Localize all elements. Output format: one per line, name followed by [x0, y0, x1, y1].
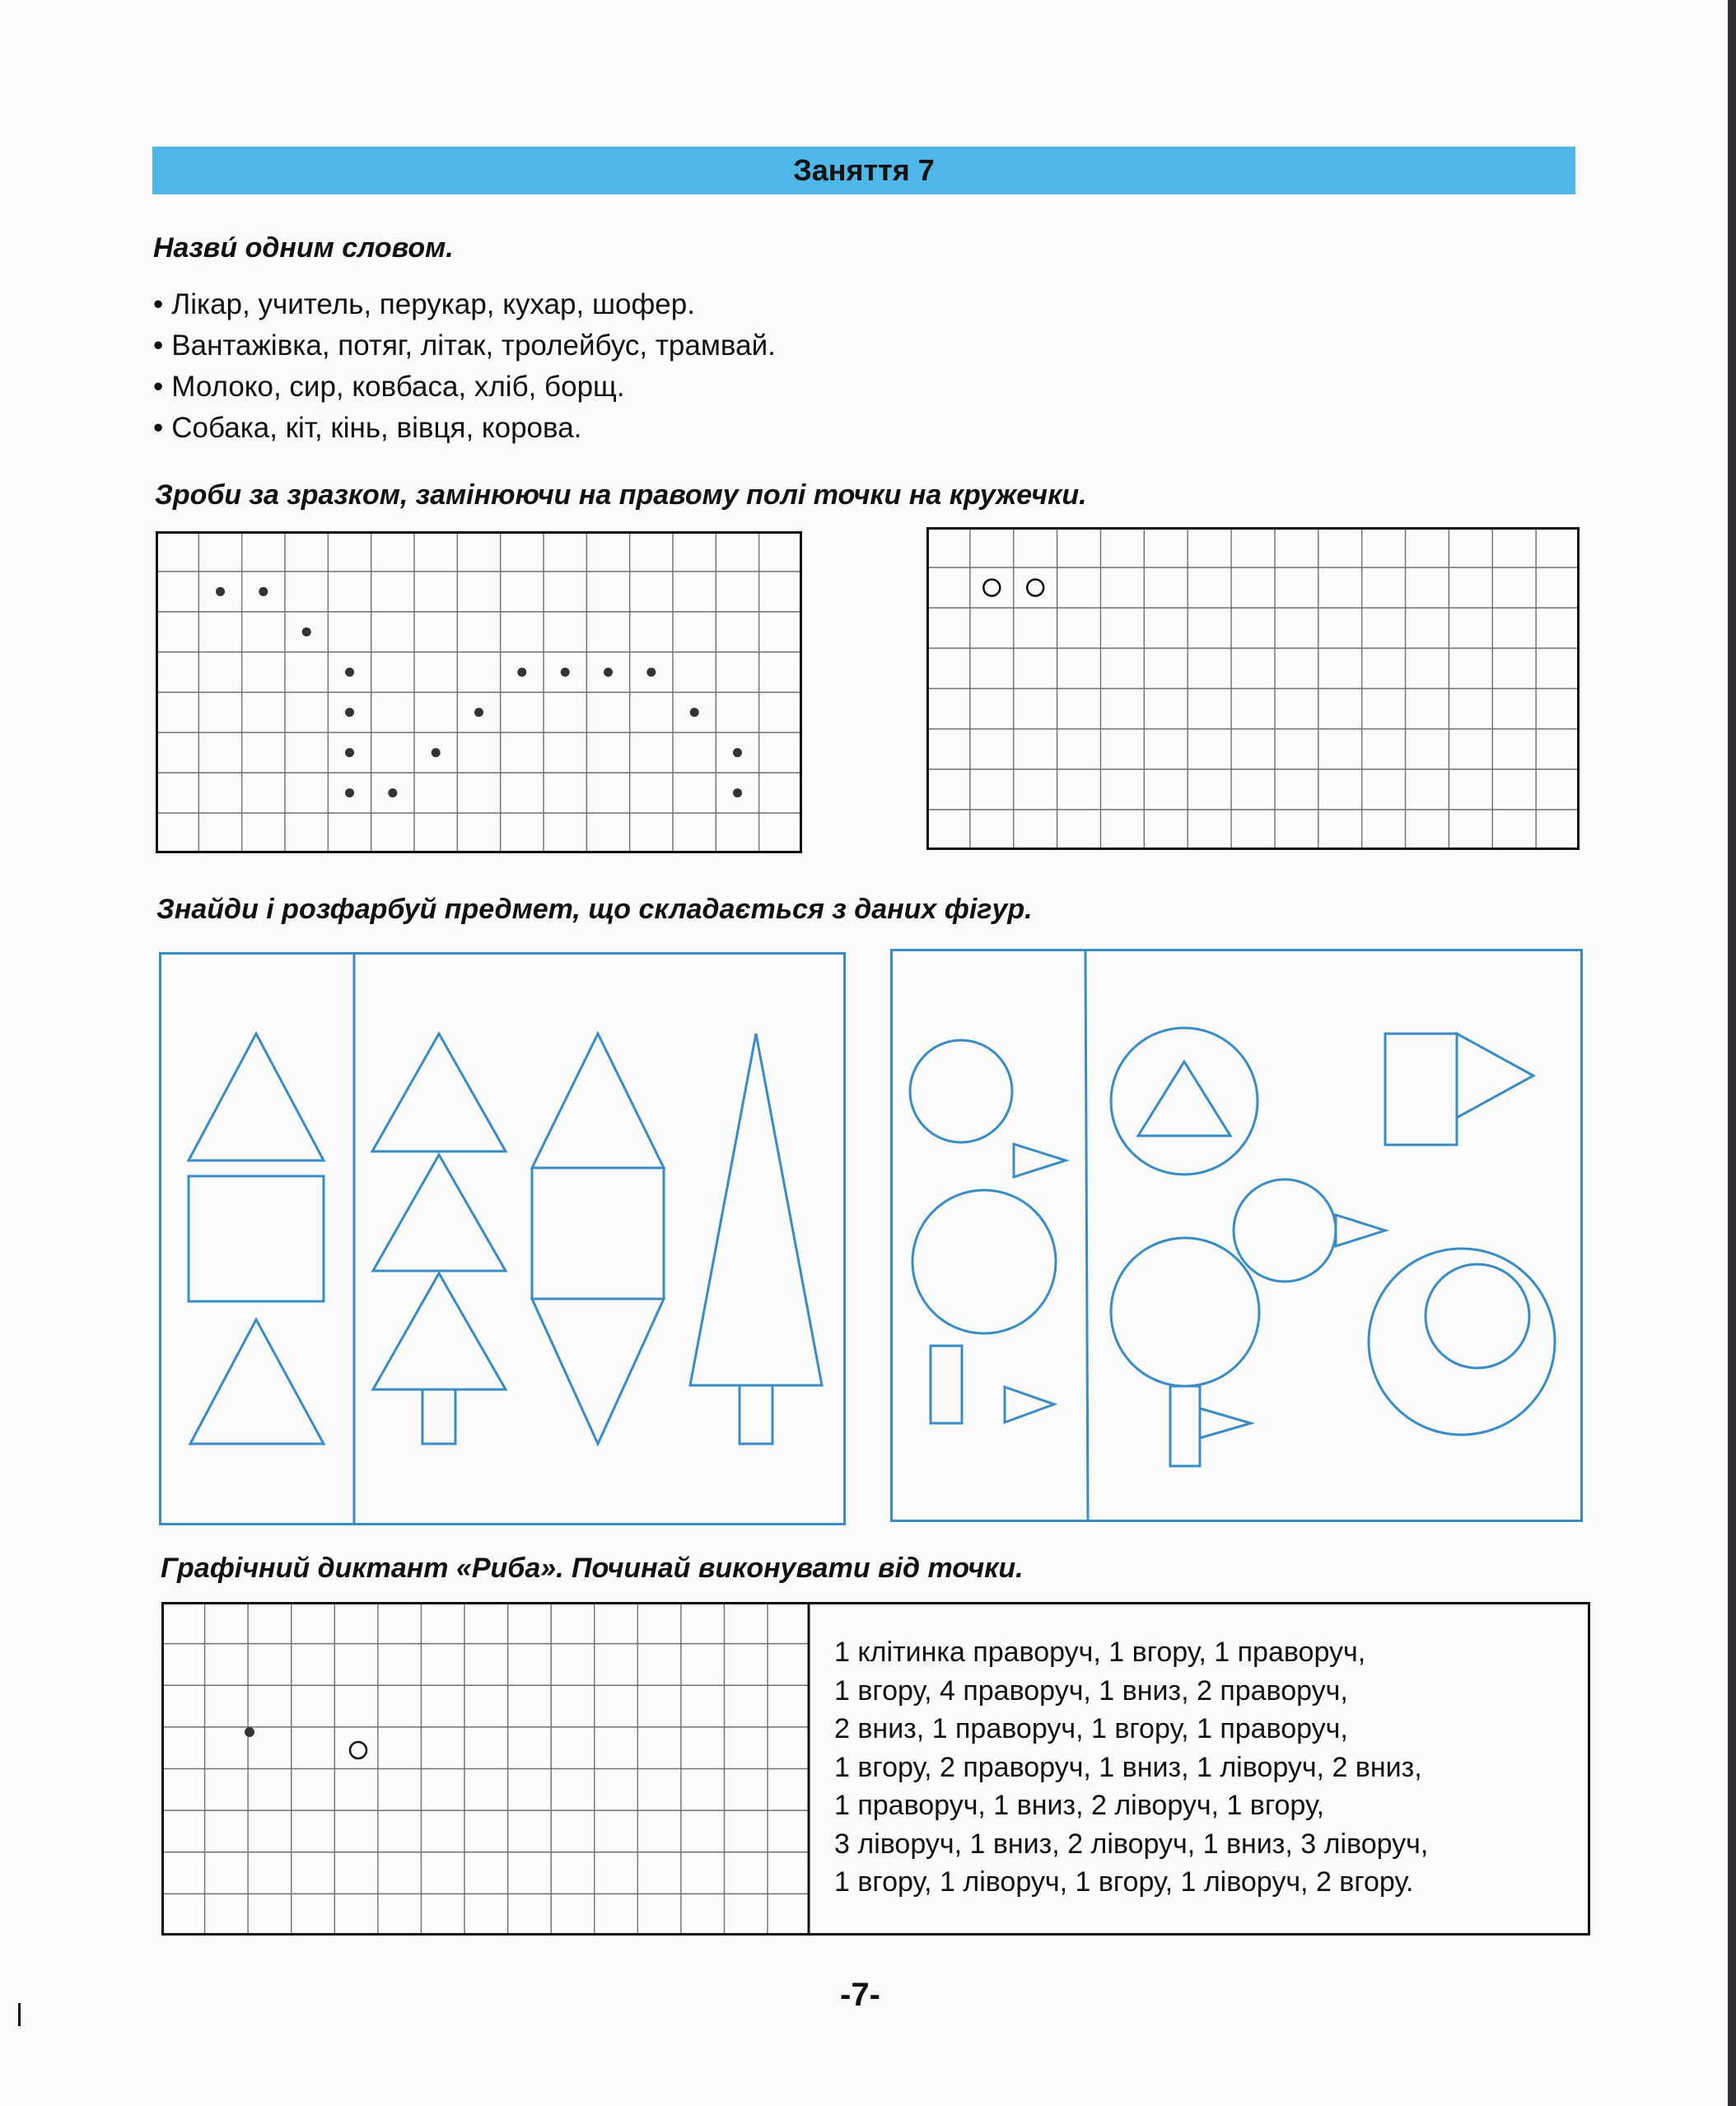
instruction-line: 1 праворуч, 1 вниз, 2 ліворуч, 1 вгору, — [834, 1790, 1324, 1821]
crystal-bottom-triangle — [532, 1299, 664, 1444]
word-list-item: • Вантажівка, потяг, літак, тролейбус, трамвай. — [153, 325, 776, 367]
sample-dot — [604, 668, 613, 677]
bird-foot — [1200, 1408, 1251, 1438]
start-dot — [245, 1727, 254, 1737]
sample-dot — [646, 668, 656, 677]
sample-dot — [302, 628, 311, 637]
lesson-banner — [152, 147, 1575, 194]
bird-leg — [1170, 1386, 1200, 1466]
sample-triangle-small — [1014, 1144, 1066, 1177]
outer-ring — [1369, 1249, 1555, 1435]
figures-panel-right — [890, 949, 1583, 1522]
sample-dot — [561, 668, 570, 677]
inner-triangle — [1138, 1062, 1230, 1136]
tree-triangle-2 — [373, 1155, 506, 1271]
word-list — [153, 284, 776, 449]
start-circle — [1027, 580, 1043, 596]
sample-dot — [517, 668, 526, 677]
sample-dot — [345, 748, 354, 757]
crystal-top-triangle — [532, 1034, 664, 1168]
sample-dot — [345, 707, 354, 717]
sample-rectangle — [931, 1346, 962, 1423]
tree-trunk — [422, 1389, 455, 1444]
tree-triangle-3 — [373, 1273, 506, 1389]
task4-title: Графічний диктант «Риба». Починай виконувати від точки. — [161, 1553, 1024, 1584]
edge-mark — [18, 2003, 21, 2026]
sample-triangle-small-2 — [1005, 1387, 1054, 1422]
instruction-line: 1 вгору, 2 праворуч, 1 вниз, 1 ліворуч, 2 вниз, — [834, 1751, 1422, 1783]
task1-title: Назви́ одним словом. — [153, 232, 454, 264]
dictation-instructions — [834, 1633, 1428, 1902]
instruction-line: 2 вниз, 1 праворуч, 1 вгору, 1 праворуч, — [834, 1713, 1348, 1744]
sample-dot — [259, 587, 268, 596]
start-circle — [983, 580, 1000, 596]
task3-title: Знайди і розфарбуй предмет, що складається з даних фігур. — [156, 894, 1033, 925]
flag-triangle — [1457, 1034, 1533, 1118]
instruction-line: 1 вгору, 1 ліворуч, 1 вгору, 1 ліворуч, 2 вгору. — [834, 1866, 1414, 1898]
hint-circle — [350, 1742, 366, 1758]
sample-circle-small — [910, 1040, 1012, 1142]
instruction-line: 1 клітинка праворуч, 1 вгору, 1 праворуч, — [834, 1637, 1366, 1668]
sample-triangle-bottom — [190, 1319, 324, 1444]
bird-body — [1111, 1238, 1259, 1386]
tree-triangle-1 — [372, 1034, 506, 1151]
page-edge-shadow — [1728, 0, 1736, 2106]
spruce-triangle — [690, 1034, 822, 1385]
inner-ring — [1426, 1264, 1529, 1368]
figures-panel-left — [159, 952, 846, 1525]
flag-square — [1385, 1034, 1457, 1145]
sample-dot — [216, 587, 225, 596]
sample-dot — [733, 788, 742, 797]
bird-beak — [1336, 1215, 1385, 1246]
sample-triangle-top — [189, 1034, 324, 1160]
answer-circle-grid[interactable] — [926, 527, 1580, 850]
sample-dot — [388, 788, 397, 797]
word-list-item: • Лікар, учитель, перукар, кухар, шофер. — [153, 284, 776, 325]
sample-square — [189, 1176, 324, 1301]
sample-dot — [345, 788, 354, 797]
page-number: -7- — [840, 1977, 880, 2013]
task2-title: Зроби за зразком, замінюючи на правому полі точки на кружечки. — [155, 479, 1087, 511]
sample-dot — [733, 748, 742, 757]
instruction-line: 1 вгору, 4 праворуч, 1 вниз, 2 праворуч, — [834, 1674, 1348, 1707]
word-list-item: • Собака, кіт, кінь, вівця, корова. — [153, 408, 776, 449]
bird-head — [1234, 1179, 1336, 1282]
word-list-item: • Молоко, сир, ковбаса, хліб, борщ. — [153, 367, 776, 408]
sample-dot-grid — [156, 531, 802, 853]
crystal-square — [532, 1168, 664, 1299]
circle-with-triangle — [1111, 1028, 1258, 1174]
sample-circle-big — [912, 1190, 1056, 1333]
spruce-trunk — [740, 1385, 772, 1444]
sample-dot — [345, 668, 354, 677]
instruction-line: 3 ліворуч, 1 вниз, 2 ліворуч, 1 вниз, 3 ліворуч, — [834, 1828, 1429, 1860]
sample-dot — [432, 748, 441, 757]
sample-dot — [690, 707, 699, 717]
lesson-title: Заняття 7 — [793, 153, 935, 187]
sample-dot — [474, 707, 483, 717]
